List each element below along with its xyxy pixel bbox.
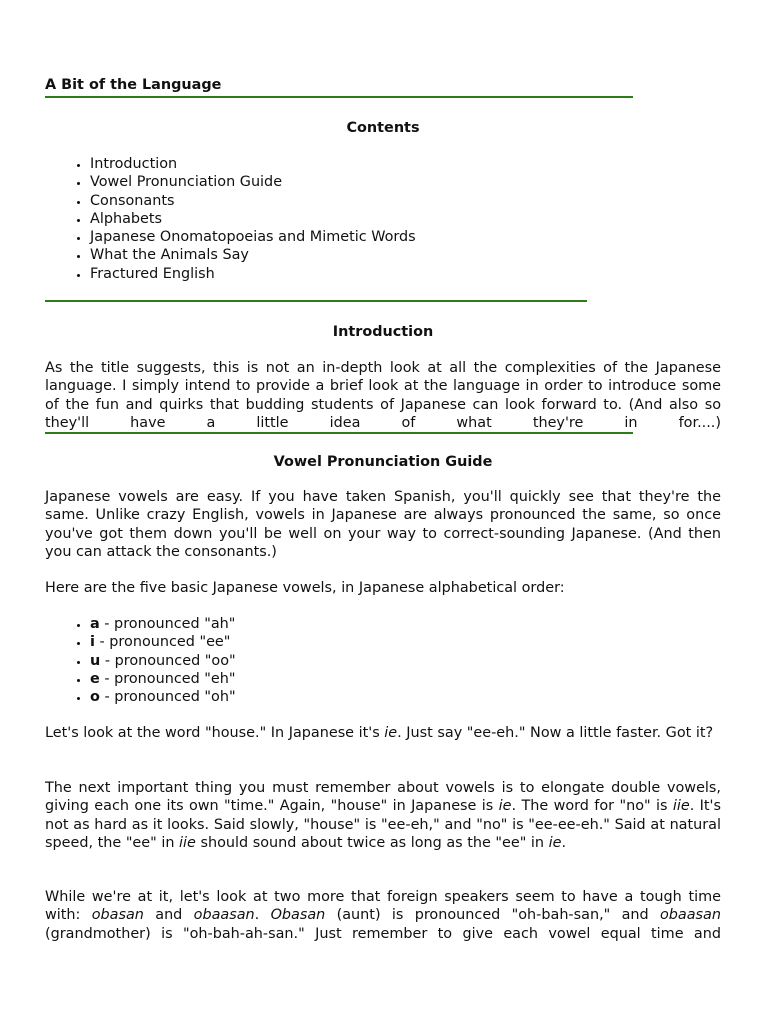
vowel-pronunciation: - pronounced "ah" — [99, 616, 236, 632]
contents-item-onomatopoeias[interactable]: • Japanese Onomatopoeias and Mimetic Words — [90, 228, 416, 246]
introduction-divider — [45, 432, 633, 434]
vowel-pronunciation: - pronounced "eh" — [99, 670, 236, 687]
text-run: . Just say "ee-eh." Now a little faster. Got it? — [397, 725, 714, 741]
vowel-pronunciation: - pronounced "ee" — [94, 634, 231, 651]
vowel-guide-heading: Vowel Pronunciation Guide — [273, 454, 493, 470]
text-run: (aunt) is pronounced "oh-bah-san," and — [325, 907, 660, 924]
japanese-word: obaasan — [193, 907, 255, 924]
japanese-word: obasan — [91, 907, 144, 924]
text-run: . The word for "no" is — [511, 798, 673, 815]
vowel-list — [67, 615, 236, 706]
japanese-word: ie — [548, 834, 562, 851]
text-run: should sound about twice as long as the "ee" in — [195, 834, 549, 851]
text-run: While we're at it, let's look at two more that foreign speakers seem to have a tough time with: — [45, 889, 721, 924]
contents-item-fractured-english[interactable]: • Fractured English — [90, 265, 416, 283]
vowel-intro-paragraph: Japanese vowels are easy. If you have taken Spanish, you'll quickly see that they're the same. Unlike crazy English, vowels in Japanese are always pronounced the same, so once you've got them down you'll be well on your way to correct-sounding Japanese. (And then you can attack the consonants.) — [45, 489, 721, 560]
vowel-pronunciation: - pronounced "oo" — [100, 652, 236, 669]
page-title: A Bit of the Language — [45, 77, 222, 93]
vowel-item-i — [90, 633, 236, 651]
vowel-pronunciation: - pronounced "oh" — [99, 689, 236, 706]
vowel-item-e — [90, 670, 236, 688]
double-vowel-paragraph — [45, 779, 721, 852]
obasan-paragraph — [45, 888, 721, 943]
introduction-heading: Introduction — [332, 324, 434, 340]
contents-item-vowel-pronunciation-guide[interactable]: • Vowel Pronunciation Guide — [90, 173, 416, 191]
text-run: . — [561, 834, 567, 851]
contents-list — [67, 155, 416, 283]
text-run: Let's look at the word "house." In Japanese it's — [45, 725, 385, 741]
contents-item-introduction[interactable]: • Introduction — [90, 155, 416, 173]
vowel-item-a — [90, 615, 236, 633]
house-example-paragraph — [45, 724, 721, 742]
introduction-paragraph: As the title suggests, this is not an in-depth look at all the complexities of the Japanese language. I simply intend to provide a brief look at the language in order to introduce some of the fun and quirks that budding students of Japanese can look forward to. (And also so they'll have a little idea of what they're in for....) — [45, 360, 721, 431]
vowel-item-u — [90, 652, 236, 670]
text-run: (grandmother) is "oh-bah-ah-san." Just remember to give each vowel equal time and — [45, 925, 721, 942]
contents-item-animals[interactable]: • What the Animals Say — [90, 246, 416, 264]
text-run: and — [143, 907, 194, 924]
vowel-letter: a — [90, 616, 100, 632]
contents-divider — [45, 300, 587, 302]
japanese-word: ie — [498, 798, 512, 815]
japanese-word: obaasan — [659, 907, 721, 924]
vowel-letter: o — [90, 689, 100, 706]
japanese-word: iie — [179, 834, 196, 851]
text-run: The next important thing you must remember about vowels is to elongate double vowels, giving each one its own "time." Again, "house" in Japanese is — [45, 780, 721, 815]
contents-heading: Contents — [346, 120, 420, 136]
vowel-letter: i — [90, 634, 95, 651]
text-run: . — [254, 907, 271, 924]
text-run: . It's not as hard as it looks. Said slowly, "house" is "ee-eh," and "no" is "ee-ee-eh." Said at natural speed, the "ee" in — [45, 798, 721, 851]
japanese-word: ie — [384, 725, 398, 741]
vowel-list-intro: Here are the five basic Japanese vowels, in Japanese alphabetical order: — [45, 580, 565, 596]
contents-item-consonants[interactable]: • Consonants — [90, 192, 416, 210]
japanese-word: iie — [672, 798, 690, 815]
japanese-word: Obasan — [270, 907, 326, 924]
vowel-item-o — [90, 688, 236, 706]
vowel-letter: u — [90, 652, 101, 669]
contents-item-alphabets[interactable]: • Alphabets — [90, 210, 416, 228]
title-divider — [45, 96, 633, 98]
vowel-letter: e — [90, 670, 100, 687]
